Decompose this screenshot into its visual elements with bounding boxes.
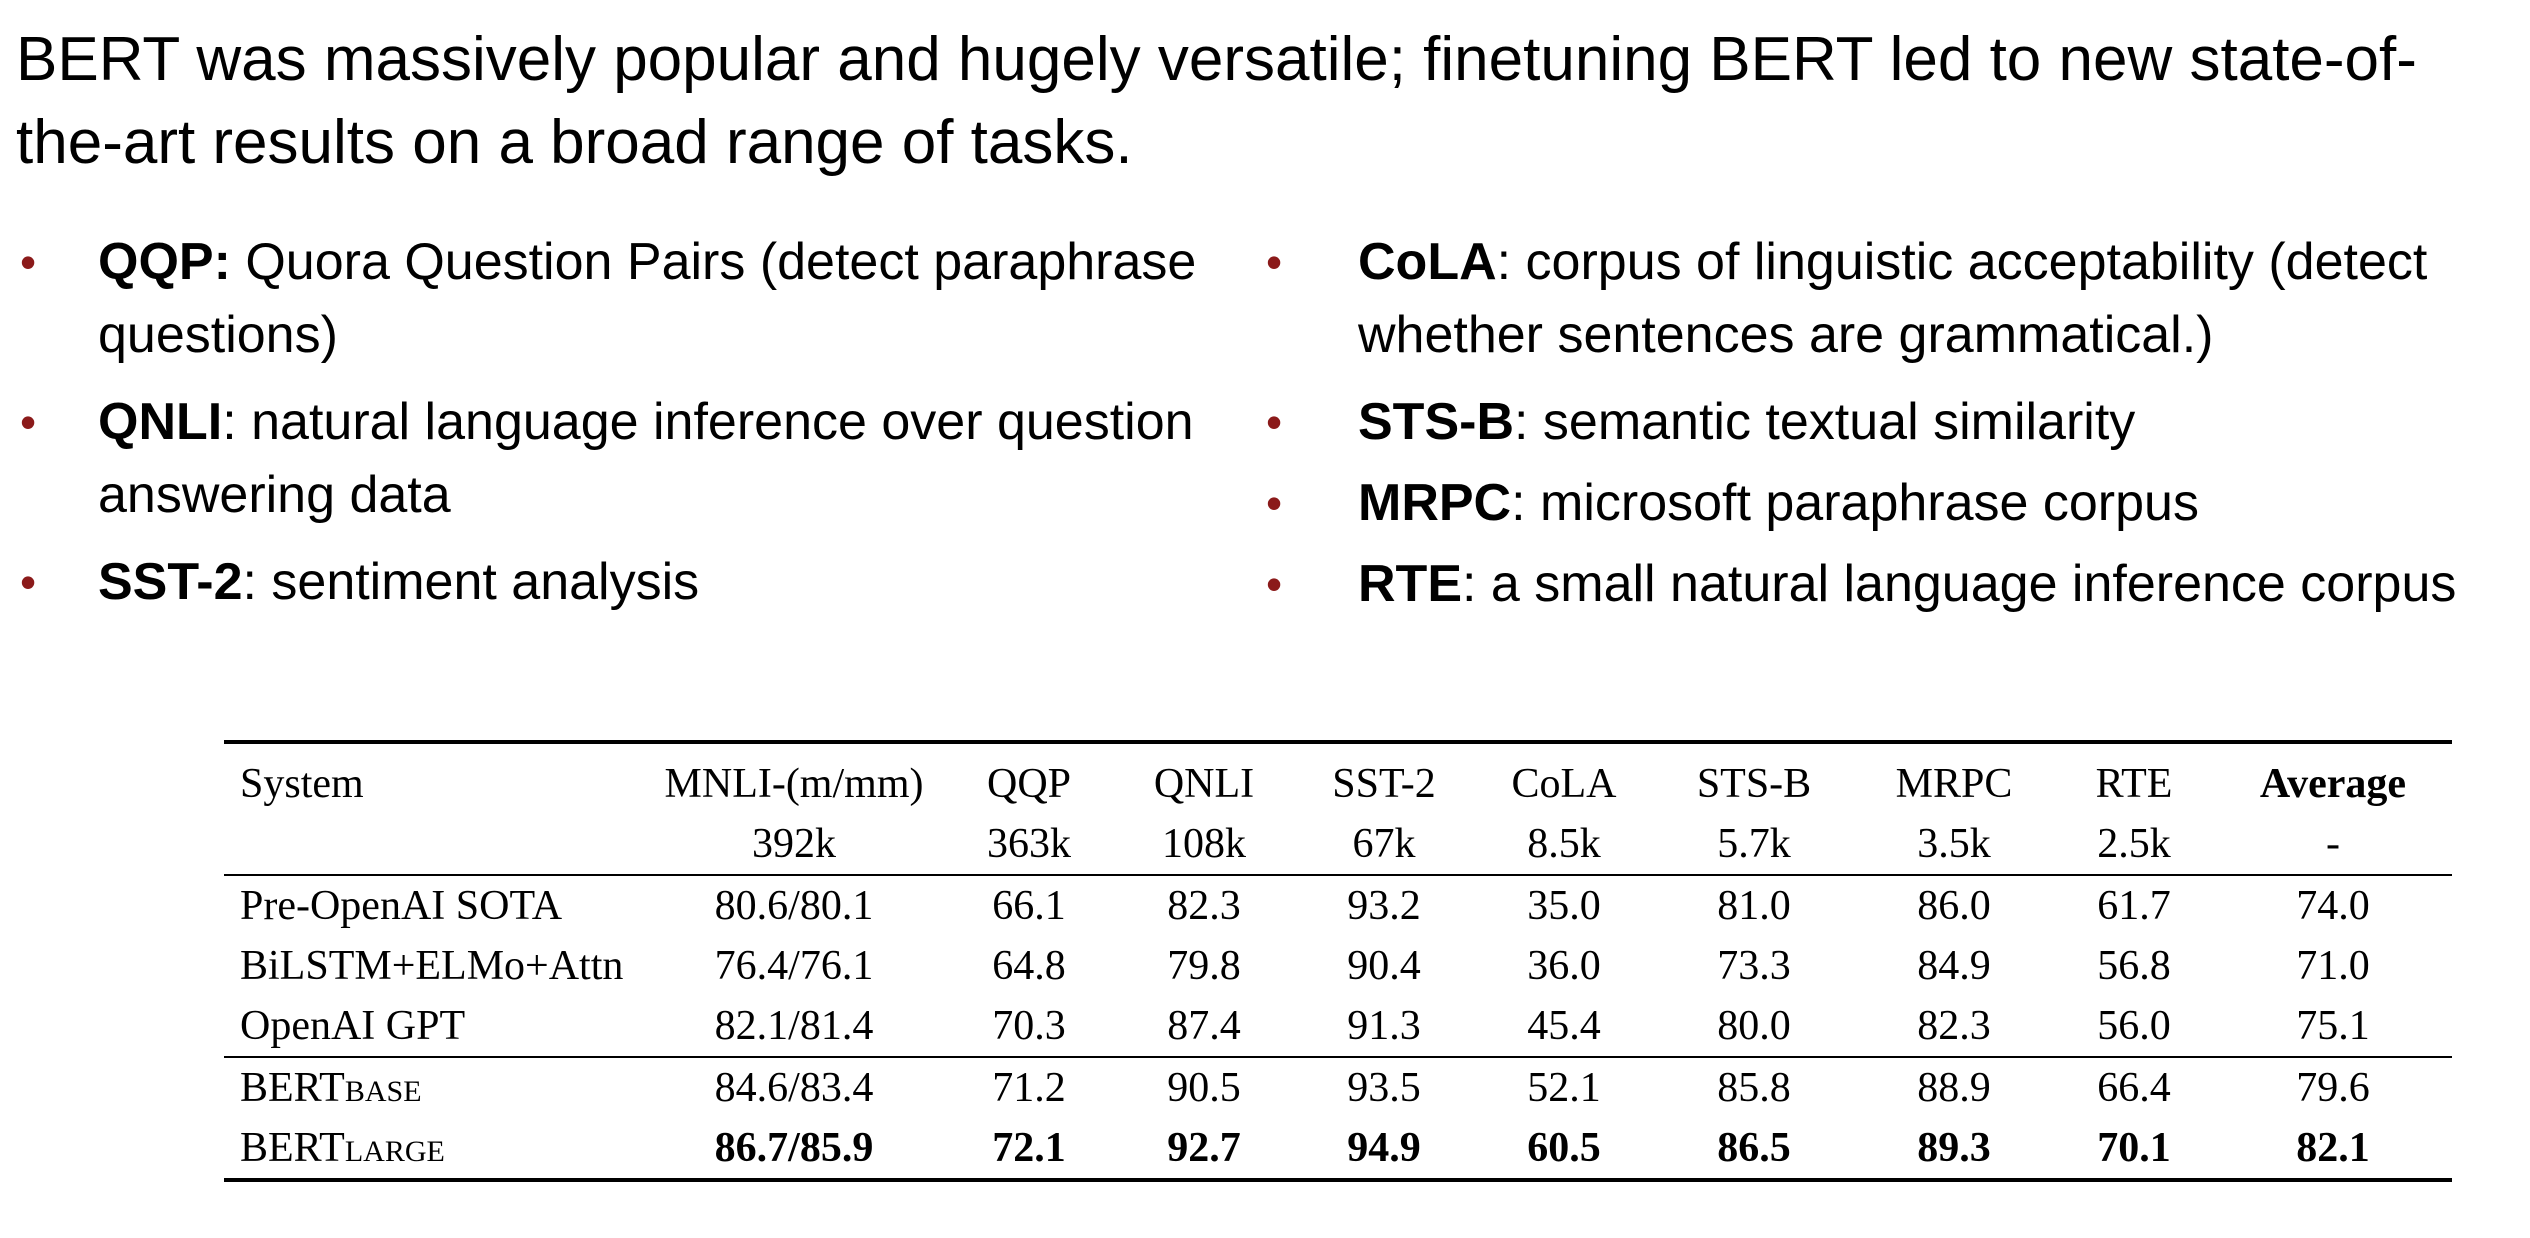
table-header-cell: QQP (944, 742, 1114, 814)
table-cell: 45.4 (1474, 996, 1654, 1057)
system-name-base: BERT (240, 1065, 345, 1111)
bullet-dot-icon: • (20, 396, 37, 448)
bullet-mrpc (1258, 467, 2530, 540)
table-cell: 66.1 (992, 883, 1066, 929)
slide-headline: BERT was massively popular and hugely versatile; finetuning BERT led to new state-of-the-art results on a broad range of tasks. (16, 25, 2417, 177)
table-cell: 36.0 (1527, 943, 1601, 989)
table-size-cell: 108k (1114, 814, 1294, 875)
system-name: OpenAI GPT (224, 996, 644, 1057)
bullet-desc: : a small natural language inference corpus (1462, 555, 2457, 613)
table-size-cell: - (2214, 814, 2452, 875)
bullet-desc: : semantic textual similarity (1514, 393, 2136, 451)
system-name: BiLSTM+ELMo+Attn (240, 943, 624, 989)
table-cell: 93.2 (1347, 883, 1421, 929)
table-header-cell: CoLA (1474, 742, 1654, 814)
system-name: Pre-OpenAI SOTA (240, 883, 563, 929)
bullet-term: STS-B (1358, 393, 1514, 451)
table-cell: 82.1 (2214, 1118, 2452, 1180)
bullet-term: QNLI (98, 393, 223, 451)
system-name (224, 1118, 644, 1180)
bullet-desc: : corpus of linguistic acceptability (detect whether sentences are grammatical.) (1358, 233, 2428, 364)
table-cell: 94.9 (1294, 1118, 1474, 1180)
table-cell: 82.3 (1167, 883, 1241, 929)
table-cell: 52.1 (1527, 1065, 1601, 1111)
bullet-qnli (0, 386, 1260, 532)
table-header-cell: RTE (2054, 742, 2214, 814)
bullet-cola (1258, 226, 2530, 372)
bullet-dot-icon: • (1266, 477, 1283, 529)
table-header-row (224, 742, 2452, 814)
table-cell: 61.7 (2097, 883, 2171, 929)
table-cell: 80.0 (1654, 996, 1854, 1057)
table-cell: 75.1 (2214, 996, 2452, 1057)
glue-results-table (224, 740, 2452, 1182)
bullet-desc: : sentiment analysis (242, 553, 700, 611)
table-cell: 86.5 (1654, 1118, 1854, 1180)
table-cell: 93.5 (1347, 1065, 1421, 1111)
bullet-rte (1258, 548, 2530, 621)
table-size-cell: 3.5k (1854, 814, 2054, 875)
table-header-cell: MNLI-(m/mm) (644, 742, 944, 814)
bullet-term: SST-2 (98, 553, 243, 611)
table-cell: 60.5 (1474, 1118, 1654, 1180)
table-header-cell: STS-B (1654, 742, 1854, 814)
table-size-cell: 5.7k (1654, 814, 1854, 875)
table-cell: 84.9 (1917, 943, 1991, 989)
table-size-cell: 363k (944, 814, 1114, 875)
table-cell: 56.8 (2097, 943, 2171, 989)
table-size-cell: 2.5k (2054, 814, 2214, 875)
bullet-list-right (1258, 226, 2530, 629)
table-cell: 74.0 (2296, 883, 2370, 929)
table-cell: 66.4 (2097, 1065, 2171, 1111)
bullet-term: RTE (1358, 555, 1462, 613)
table-cell: 79.8 (1167, 943, 1241, 989)
table-cell: 64.8 (992, 943, 1066, 989)
table-size-cell: 8.5k (1474, 814, 1654, 875)
table-size-cell (224, 814, 644, 875)
table-cell: 82.3 (1854, 996, 2054, 1057)
bullet-sst2 (0, 546, 1260, 619)
system-name-subscript: BASE (344, 1075, 422, 1108)
table-cell: 71.0 (2296, 943, 2370, 989)
table-header-cell: QNLI (1114, 742, 1294, 814)
bullet-dot-icon: • (1266, 396, 1283, 448)
table-cell: 76.4/76.1 (714, 943, 874, 989)
table-row (224, 996, 2452, 1057)
table-cell: 80.6/80.1 (714, 883, 874, 929)
table-cell: 86.0 (1917, 883, 1991, 929)
table-header-cell: Average (2214, 742, 2452, 814)
table-cell: 85.8 (1717, 1065, 1791, 1111)
table-header-cell: MRPC (1854, 742, 2054, 814)
table-cell: 82.1/81.4 (644, 996, 944, 1057)
bullet-term: CoLA (1358, 233, 1497, 291)
bullet-term: MRPC (1358, 474, 1512, 532)
table-cell: 70.1 (2054, 1118, 2214, 1180)
table-cell: 56.0 (2054, 996, 2214, 1057)
table-cell: 92.7 (1114, 1118, 1294, 1180)
bullet-desc: Quora Question Pairs (detect paraphrase questions) (98, 233, 1197, 364)
table-row (224, 875, 2452, 936)
table-cell: 79.6 (2296, 1065, 2370, 1111)
table-cell: 89.3 (1854, 1118, 2054, 1180)
table-cell: 91.3 (1294, 996, 1474, 1057)
table-header-cell: SST-2 (1294, 742, 1474, 814)
system-name (224, 1057, 644, 1118)
table-cell: 88.9 (1917, 1065, 1991, 1111)
table-size-cell: 67k (1294, 814, 1474, 875)
bullet-dot-icon: • (1266, 236, 1283, 288)
table-size-row (224, 814, 2452, 875)
bullet-desc: : natural language inference over question answering data (98, 393, 1194, 524)
system-name-base: BERT (240, 1125, 345, 1171)
bullet-dot-icon: • (1266, 558, 1283, 610)
bullet-stsb (1258, 386, 2530, 459)
table-row (224, 936, 2452, 996)
table-cell: 90.5 (1167, 1065, 1241, 1111)
system-name-subscript: LARGE (344, 1135, 445, 1168)
table-cell: 70.3 (944, 996, 1114, 1057)
table-cell: 73.3 (1717, 943, 1791, 989)
table-cell: 87.4 (1114, 996, 1294, 1057)
table-cell: 86.7/85.9 (644, 1118, 944, 1180)
bullet-qqp (0, 226, 1260, 372)
bullet-dot-icon: • (20, 556, 37, 608)
table-cell: 90.4 (1347, 943, 1421, 989)
table-row (224, 1057, 2452, 1118)
table-cell: 84.6/83.4 (714, 1065, 874, 1111)
table-row (224, 1118, 2452, 1180)
table-cell: 72.1 (944, 1118, 1114, 1180)
table-cell: 71.2 (992, 1065, 1066, 1111)
bullet-term: QQP: (98, 233, 231, 291)
bullet-list-left (0, 226, 1260, 633)
bullet-desc: : microsoft paraphrase corpus (1511, 474, 2199, 532)
table-cell: 35.0 (1527, 883, 1601, 929)
table-size-cell: 392k (644, 814, 944, 875)
table-cell: 81.0 (1717, 883, 1791, 929)
bullet-dot-icon: • (20, 236, 37, 288)
table-header-cell: System (224, 742, 644, 814)
